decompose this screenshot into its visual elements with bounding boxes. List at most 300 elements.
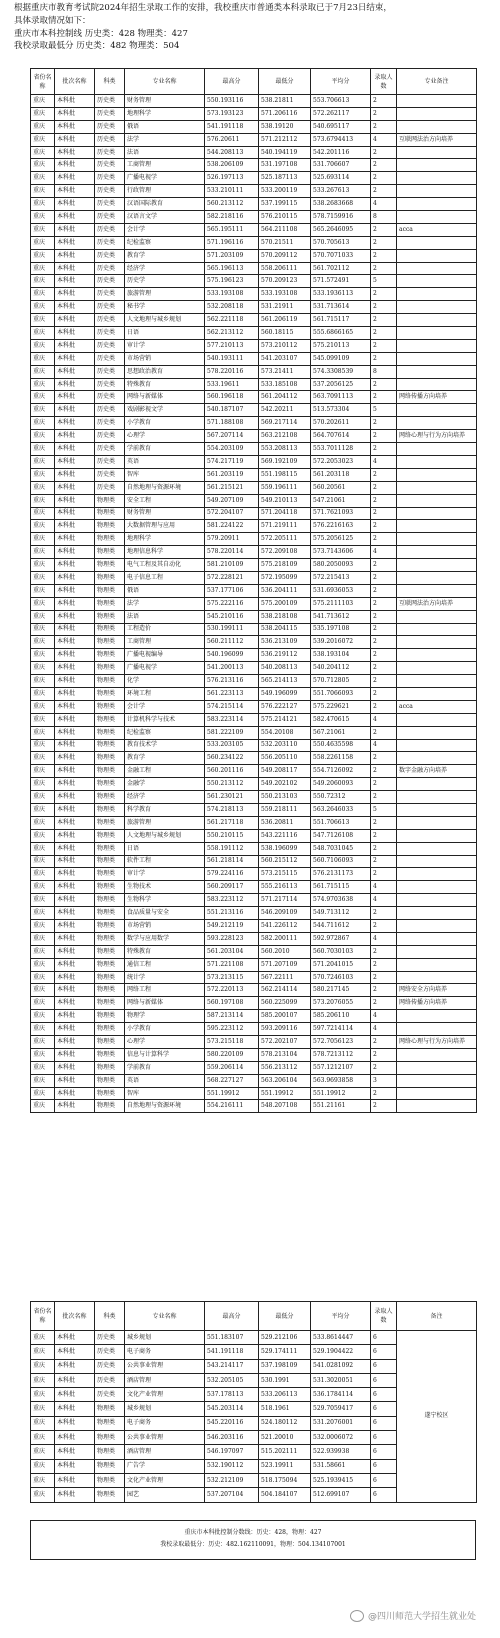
table-cell <box>397 327 477 340</box>
table-cell: 物理类 <box>95 1416 125 1430</box>
table-row <box>31 636 477 649</box>
table-cell: 地理科学 <box>125 533 205 546</box>
table-cell <box>397 791 477 804</box>
table-cell: 6 <box>371 1431 397 1445</box>
table-cell: 560.211112 <box>205 636 259 649</box>
table-cell: 533.200119 <box>259 185 311 198</box>
table-cell: 2 <box>371 726 397 739</box>
table-cell: 本科批 <box>55 1459 95 1473</box>
table-row <box>31 881 477 894</box>
table-cell: 本科批 <box>55 1445 95 1459</box>
table-row <box>31 752 477 765</box>
table-cell: 551.198115 <box>259 468 311 481</box>
table-cell: 3 <box>371 1074 397 1087</box>
table-cell: 文化产业管理 <box>125 1473 205 1487</box>
table-cell: 572.202107 <box>259 1036 311 1049</box>
table-cell: 地理科学 <box>125 107 205 120</box>
table-cell: 本科批 <box>55 1345 95 1359</box>
intro-line-1: 根据重庆市教育考试院2024年招生录取工作的安排，我校重庆市普通类本科录取已于7月23日结束， <box>14 3 392 13</box>
table-cell: 582.470615 <box>311 713 371 726</box>
table-cell: 教育技术学 <box>125 739 205 752</box>
table-cell <box>397 404 477 417</box>
watermark-text: @四川师范大学招生就业处 <box>367 1612 476 1622</box>
table-cell: 旅游管理 <box>125 816 205 829</box>
table-cell: 本科批 <box>55 1473 95 1487</box>
table-cell: 563.9693858 <box>311 1074 371 1087</box>
table-cell: 2 <box>371 417 397 430</box>
table-cell: 549.196099 <box>259 687 311 700</box>
table-cell: 物理类 <box>95 1023 125 1036</box>
table-cell: 2 <box>371 610 397 623</box>
table-cell: 573.7143606 <box>311 546 371 559</box>
table-cell: 物理类 <box>95 765 125 778</box>
table-cell: 2 <box>371 288 397 301</box>
table-cell: 物理类 <box>95 1010 125 1023</box>
table-cell: 物理类 <box>95 855 125 868</box>
table-cell: 8 <box>371 211 397 224</box>
table-cell: 597.7214114 <box>311 1023 371 1036</box>
table-cell: 595.223112 <box>205 1023 259 1036</box>
table-cell: 法学 <box>125 133 205 146</box>
table-cell <box>397 1061 477 1074</box>
table-cell: 560.18115 <box>259 327 311 340</box>
table-cell: 重庆 <box>31 275 55 288</box>
table-cell: 531.713614 <box>311 301 371 314</box>
table-cell: 网络与新媒体 <box>125 391 205 404</box>
table-cell: 本科批 <box>55 765 95 778</box>
table-cell: 2 <box>371 958 397 971</box>
table-cell: 本科批 <box>55 1373 95 1387</box>
table-cell: 教育学 <box>125 249 205 262</box>
table-cell: 570.7071033 <box>311 249 371 262</box>
table-cell: 557.1212107 <box>311 1061 371 1074</box>
table-cell: 530.1991 <box>259 1373 311 1387</box>
table-cell: 579.20911 <box>205 533 259 546</box>
table-cell <box>397 971 477 984</box>
table-cell: 物理类 <box>95 726 125 739</box>
intro-text <box>14 2 492 53</box>
table-cell: 重庆 <box>31 146 55 159</box>
table-row <box>31 649 477 662</box>
table-row <box>31 481 477 494</box>
table-cell: 541.226112 <box>259 920 311 933</box>
table-cell: 560.201116 <box>205 765 259 778</box>
table-cell: 本科批 <box>55 984 95 997</box>
table-cell: 历史类 <box>95 133 125 146</box>
table-cell: 历史类 <box>95 301 125 314</box>
table-cell: 582.218116 <box>205 211 259 224</box>
table-cell: 网络安全方向培养 <box>397 984 477 997</box>
table-row <box>31 726 477 739</box>
table-cell: 541.191118 <box>205 1345 259 1359</box>
table-cell: 522.939938 <box>311 1445 371 1459</box>
table-cell: 本科批 <box>55 443 95 456</box>
table-cell: 环境工程 <box>125 687 205 700</box>
table-row <box>31 391 477 404</box>
table-cell <box>397 894 477 907</box>
table-cell: 本科批 <box>55 881 95 894</box>
table-row <box>31 1331 477 1345</box>
table-cell: 历史类 <box>95 327 125 340</box>
column-header: 平均分 <box>311 69 371 95</box>
table-cell: 593.228123 <box>205 932 259 945</box>
table-cell: 本科批 <box>55 430 95 443</box>
table-cell: 571.212112 <box>259 133 311 146</box>
table-cell: 物理类 <box>95 1061 125 1074</box>
table-cell: 533.267613 <box>311 185 371 198</box>
table-cell: 529.174111 <box>259 1345 311 1359</box>
table-cell: 通信工程 <box>125 958 205 971</box>
table-cell: 6 <box>371 1416 397 1430</box>
table-cell: 重庆 <box>31 894 55 907</box>
table-cell: 571.204118 <box>259 507 311 520</box>
table-cell: 历史类 <box>95 211 125 224</box>
table-cell: 物理学 <box>125 1010 205 1023</box>
table-cell: 551.19912 <box>259 1087 311 1100</box>
table-row <box>31 120 477 133</box>
table-cell: 物理类 <box>95 687 125 700</box>
table-cell <box>397 288 477 301</box>
table-cell: 历史类 <box>95 1331 125 1345</box>
table-cell: 本科批 <box>55 816 95 829</box>
table-cell: 560.197108 <box>205 997 259 1010</box>
table-cell: 学前教育 <box>125 1061 205 1074</box>
table-cell: 历史类 <box>95 275 125 288</box>
table-cell: 560.213112 <box>205 198 259 211</box>
table-cell: 532.203110 <box>259 739 311 752</box>
table-cell: 529.212106 <box>259 1331 311 1345</box>
table-row <box>31 172 477 185</box>
table-cell: 物理类 <box>95 816 125 829</box>
table-cell: 2 <box>371 829 397 842</box>
table-cell: 重庆 <box>31 623 55 636</box>
table-cell: 2 <box>371 507 397 520</box>
table-cell: 542.201116 <box>311 146 371 159</box>
table-cell: 537.198109 <box>259 1359 311 1373</box>
table-cell: 551.213116 <box>205 907 259 920</box>
table-cell: 物理类 <box>95 546 125 559</box>
table-cell: 重庆 <box>31 404 55 417</box>
table-cell: 561.203118 <box>311 468 371 481</box>
table-cell: 2 <box>371 468 397 481</box>
table-cell: 财务管理 <box>125 507 205 520</box>
table-cell: 重庆 <box>31 339 55 352</box>
table-cell: 本科批 <box>55 494 95 507</box>
table-row <box>31 945 477 958</box>
table-cell: 593.209116 <box>259 1023 311 1036</box>
table-cell: 571.572491 <box>311 275 371 288</box>
table-cell <box>397 533 477 546</box>
table-cell: 535.197108 <box>311 623 371 636</box>
table-cell: 549.210113 <box>259 494 311 507</box>
table-cell: 546.209109 <box>259 907 311 920</box>
table-cell: 重庆 <box>31 455 55 468</box>
footer-control-line: 重庆市本科批控制分数线：历史：428，物理：427 <box>184 1529 322 1536</box>
table-cell: 重庆 <box>31 739 55 752</box>
table-cell: 重庆 <box>31 120 55 133</box>
table-cell: 2 <box>371 533 397 546</box>
table-cell: 重庆 <box>31 1048 55 1061</box>
table-cell <box>397 855 477 868</box>
table-cell: 重庆 <box>31 636 55 649</box>
table-cell: 525.693114 <box>311 172 371 185</box>
table-cell: 本科批 <box>55 1074 95 1087</box>
table-row <box>31 352 477 365</box>
table-cell: 2 <box>371 481 397 494</box>
table-cell: 地理信息科学 <box>125 546 205 559</box>
table-cell: 自然地理与资源环境 <box>125 481 205 494</box>
table-cell: 物理类 <box>95 1431 125 1445</box>
table-cell: 本科批 <box>55 636 95 649</box>
table-cell <box>397 1087 477 1100</box>
table-cell <box>397 468 477 481</box>
table-cell: 575.218109 <box>259 559 311 572</box>
table-cell: 历史类 <box>95 1359 125 1373</box>
table-cell: 572.7056123 <box>311 1036 371 1049</box>
table-cell <box>397 1010 477 1023</box>
table-row <box>31 107 477 120</box>
table-cell: 本科批 <box>55 275 95 288</box>
table-cell <box>397 623 477 636</box>
table-cell: 581.222109 <box>205 726 259 739</box>
table-cell: 5 <box>371 275 397 288</box>
table-cell: 重庆 <box>31 1416 55 1430</box>
table-cell: 物理类 <box>95 597 125 610</box>
table-cell <box>397 314 477 327</box>
table-row <box>31 765 477 778</box>
table-cell: 重庆 <box>31 610 55 623</box>
table-row <box>31 378 477 391</box>
table-cell: 543.221116 <box>259 829 311 842</box>
table-row <box>31 932 477 945</box>
table-cell: 本科批 <box>55 868 95 881</box>
table-row <box>31 339 477 352</box>
table-cell: 本科批 <box>55 726 95 739</box>
table-cell: 2 <box>371 778 397 791</box>
table-cell: 历史类 <box>95 107 125 120</box>
table-cell: 物理类 <box>95 623 125 636</box>
table-cell: 物理类 <box>95 907 125 920</box>
table-cell: 历史类 <box>95 391 125 404</box>
table-row <box>31 1036 477 1049</box>
table-cell: 575.2056125 <box>311 533 371 546</box>
table-cell: 541.713612 <box>311 610 371 623</box>
table-cell <box>397 584 477 597</box>
table-cell: 524.180112 <box>259 1416 311 1430</box>
table-cell: 物理类 <box>95 1488 125 1502</box>
table-cell: 536.1784114 <box>311 1388 371 1402</box>
table-cell: 538.206109 <box>205 159 259 172</box>
column-header: 省份名称 <box>31 69 55 95</box>
table-cell: 重庆 <box>31 803 55 816</box>
table-cell: 2 <box>371 494 397 507</box>
table-cell: 物理类 <box>95 1473 125 1487</box>
table-cell <box>397 352 477 365</box>
table-cell: 570.202611 <box>311 417 371 430</box>
table-cell: 历史类 <box>95 430 125 443</box>
table-cell <box>397 945 477 958</box>
table-cell <box>397 211 477 224</box>
table-cell: 工商管理 <box>125 159 205 172</box>
table-cell: 532.208118 <box>205 301 259 314</box>
column-header: 录取人数 <box>371 69 397 95</box>
table-cell: 560.196118 <box>205 391 259 404</box>
admission-table-suining <box>30 1301 477 1503</box>
table-cell: 重庆 <box>31 443 55 456</box>
table-cell: 物理类 <box>95 945 125 958</box>
table-cell: 物理类 <box>95 1074 125 1087</box>
table-cell: 553.7011128 <box>311 443 371 456</box>
table-cell: 人文地理与城乡规划 <box>125 829 205 842</box>
table-row <box>31 133 477 146</box>
table-cell: 科学教育 <box>125 803 205 816</box>
table-row <box>31 275 477 288</box>
table-cell: 本科批 <box>55 198 95 211</box>
table-cell: 学前教育 <box>125 443 205 456</box>
table-cell: 本科批 <box>55 172 95 185</box>
table-cell: 物理类 <box>95 829 125 842</box>
table-cell: 历史类 <box>95 1345 125 1359</box>
table-cell: 物理类 <box>95 984 125 997</box>
table-cell: 重庆 <box>31 365 55 378</box>
table-cell: 重庆 <box>31 430 55 443</box>
table-row <box>31 159 477 172</box>
table-cell: 561.206119 <box>259 314 311 327</box>
table-cell: 553.706613 <box>311 95 371 108</box>
table-cell: 重庆 <box>31 494 55 507</box>
table-row <box>31 468 477 481</box>
table-cell: 2 <box>371 314 397 327</box>
table-cell: 历史类 <box>95 198 125 211</box>
table-cell: 本科批 <box>55 675 95 688</box>
table-cell: 本科批 <box>55 546 95 559</box>
table-cell: 538.19120 <box>259 120 311 133</box>
table-cell: 历史类 <box>95 249 125 262</box>
table-cell: 561.230121 <box>205 791 259 804</box>
table-cell: 本科批 <box>55 481 95 494</box>
table-cell <box>397 842 477 855</box>
table-row <box>31 1010 477 1023</box>
table-cell: 本科批 <box>55 1431 95 1445</box>
table-cell <box>397 1023 477 1036</box>
table-cell: 本科批 <box>55 597 95 610</box>
table-cell: 2 <box>371 391 397 404</box>
table-cell: 物理类 <box>95 1445 125 1459</box>
table-cell <box>397 803 477 816</box>
table-cell: 559.218111 <box>259 803 311 816</box>
table-cell: 历史类 <box>95 352 125 365</box>
table-cell: 物理类 <box>95 713 125 726</box>
column-header: 最低分 <box>259 1302 311 1331</box>
table-cell: 本科批 <box>55 700 95 713</box>
table-cell: 戏剧影视文学 <box>125 404 205 417</box>
table-cell: 物理类 <box>95 675 125 688</box>
table-cell: 561.203119 <box>205 468 259 481</box>
table-cell: 重庆 <box>31 597 55 610</box>
table-cell: 561.204112 <box>259 391 311 404</box>
table-cell: 2 <box>371 571 397 584</box>
table-cell: 本科批 <box>55 855 95 868</box>
table-row <box>31 958 477 971</box>
table-cell: 互联网法治方向培养 <box>397 133 477 146</box>
table-cell: 554.216111 <box>205 1100 259 1113</box>
table-cell: 551.183107 <box>205 1331 259 1345</box>
table-cell: 550.210115 <box>205 829 259 842</box>
table-cell: 538.21811 <box>259 95 311 108</box>
table-cell: 智库 <box>125 1087 205 1100</box>
table-cell: 578.7213112 <box>311 1048 371 1061</box>
table-cell: 会计学 <box>125 700 205 713</box>
table-cell: 历史类 <box>95 404 125 417</box>
table-cell <box>397 339 477 352</box>
table-row <box>31 327 477 340</box>
table-cell: 生物技术 <box>125 881 205 894</box>
table-cell: 532.0006072 <box>311 1431 371 1445</box>
table-cell: 物理类 <box>95 662 125 675</box>
table-cell: 533.193108 <box>259 288 311 301</box>
table-cell: 重庆 <box>31 649 55 662</box>
table-row <box>31 236 477 249</box>
table-cell: 570.705613 <box>311 236 371 249</box>
table-cell: 4 <box>371 133 397 146</box>
table-cell: 548.207108 <box>259 1100 311 1113</box>
table-cell: 重庆 <box>31 1331 55 1345</box>
table-cell: 578.220116 <box>205 365 259 378</box>
table-cell: 重庆 <box>31 1023 55 1036</box>
table-row <box>31 223 477 236</box>
table-cell: 538.204115 <box>259 623 311 636</box>
table-cell: 513.573304 <box>311 404 371 417</box>
table-cell: 重庆 <box>31 198 55 211</box>
table-cell: 本科批 <box>55 662 95 675</box>
table-cell: 2 <box>371 816 397 829</box>
table-cell: 570.209112 <box>259 249 311 262</box>
table-cell: 物理类 <box>95 649 125 662</box>
table-cell: 515.202111 <box>259 1445 311 1459</box>
table-cell: 530.199111 <box>205 623 259 636</box>
table-cell: 574.218113 <box>205 803 259 816</box>
table-cell: 538.193104 <box>311 649 371 662</box>
table-cell: 581.224122 <box>205 520 259 533</box>
table-cell: 物理类 <box>95 778 125 791</box>
table-cell: 4 <box>371 455 397 468</box>
table-cell: 556.213112 <box>259 1061 311 1074</box>
table-cell: 574.9703638 <box>311 894 371 907</box>
table-cell: 广播电视学 <box>125 172 205 185</box>
table-cell: 575.214121 <box>259 713 311 726</box>
table-row <box>31 894 477 907</box>
table-cell: 思想政治教育 <box>125 365 205 378</box>
table-cell: 540.204112 <box>311 662 371 675</box>
table-cell: 567.21061 <box>311 726 371 739</box>
table-cell: 本科批 <box>55 288 95 301</box>
table-cell: 587.213114 <box>205 1010 259 1023</box>
table-cell: 555.216113 <box>259 881 311 894</box>
column-header: 最高分 <box>205 69 259 95</box>
table-cell: 2 <box>371 262 397 275</box>
table-cell <box>397 365 477 378</box>
table-cell: 重庆 <box>31 391 55 404</box>
table-cell: 536.20811 <box>259 816 311 829</box>
table-row <box>31 791 477 804</box>
table-cell: 物理类 <box>95 894 125 907</box>
table-cell: 6 <box>371 1345 397 1359</box>
table-cell: 540.187107 <box>205 404 259 417</box>
table-cell: 广告学 <box>125 1459 205 1473</box>
table-cell: 562.214114 <box>259 984 311 997</box>
table-cell: 重庆 <box>31 352 55 365</box>
table-cell: 4 <box>371 713 397 726</box>
